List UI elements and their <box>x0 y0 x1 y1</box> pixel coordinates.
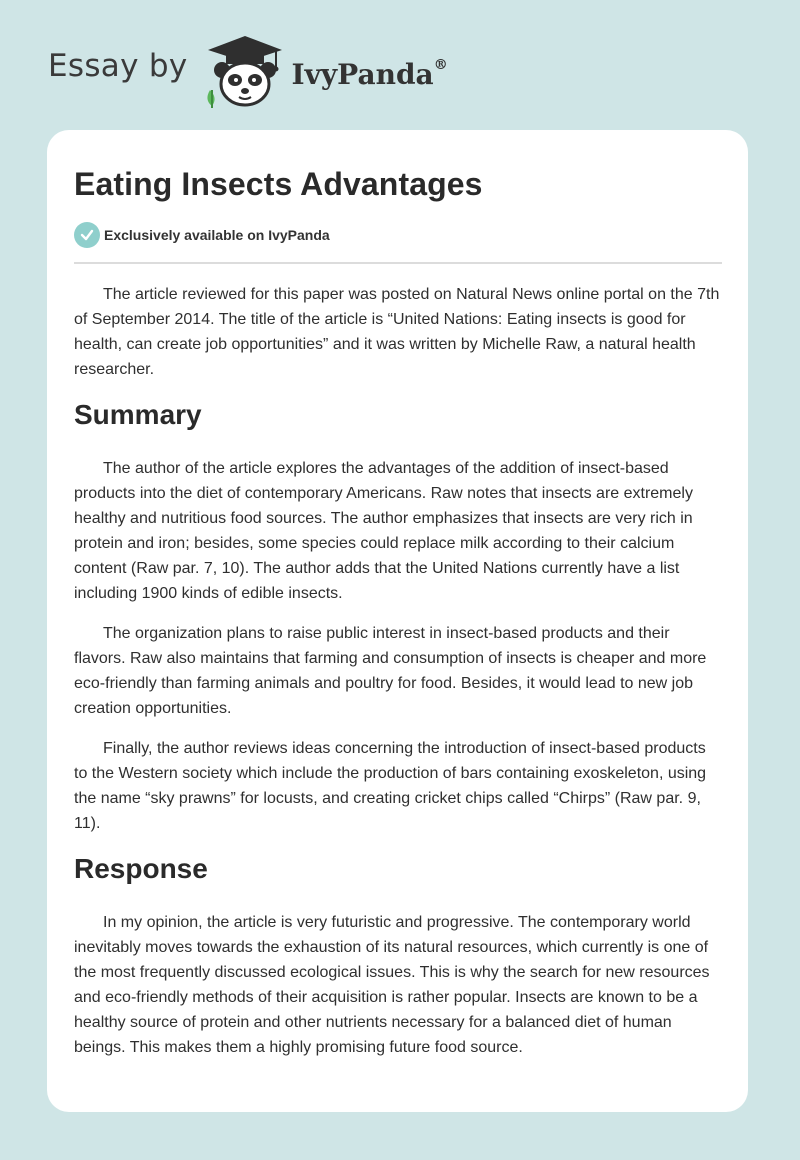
response-paragraph-1: In my opinion, the article is very futuristic and progressive. The contemporary world inevitably moves towards the exhaustion of its natural resources, which currently is one of the most frequently discussed ecological issues. This is why the search for new resources and eco-friendly methods of their acquisition is rather popular. Insects are known to be a healthy source of protein and other nutrients necessary for a balanced diet of human beings. This makes them a highly promising future food source. <box>74 914 710 1056</box>
brand-name: IvyPanda® <box>291 57 448 91</box>
intro-paragraph: The article reviewed for this paper was posted on Natural News online portal on the 7th of September 2014. The title of the article is “United Nations: Eating insects is good for health, can create job opportunities” and it was written by Michelle Raw, a natural health researcher. <box>74 286 720 378</box>
essay-card <box>47 130 748 1112</box>
exclusive-badge-text: Exclusively available on IvyPanda <box>104 227 330 243</box>
brand-header <box>48 34 448 110</box>
summary-paragraph-3: Finally, the author reviews ideas concerning the introduction of insect-based products to the Western society which include the production of bars containing exoskeleton, using the name “sky prawns” for locusts, and creating cricket chips called “Chirps” (Raw par. 9, 11). <box>74 740 707 832</box>
section-heading-summary: Summary <box>74 399 202 430</box>
summary-paragraph-1: The author of the article explores the advantages of the addition of insect-based products into the diet of contemporary Americans. Raw notes that insects are extremely healthy and nutritious food sources. The author emphasizes that insects are very rich in protein and iron; besides, some species could replace milk according to their calcium content (Raw par. 7, 10). The author adds that the United Nations currently have a list including 1900 kinds of edible insects. <box>74 460 693 602</box>
brand-prefix: Essay by <box>48 48 188 84</box>
page-title: Eating Insects Advantages <box>74 166 483 202</box>
summary-paragraph-2: The organization plans to raise public interest in insect-based products and their flavors. Raw also maintains that farming and consumption of insects is cheaper and more eco-friendly than farming animals and poultry for food. Besides, it would lead to new job creation opportunities. <box>74 625 707 717</box>
exclusive-badge <box>74 222 722 248</box>
registered-mark: ® <box>433 57 448 74</box>
check-icon <box>74 222 100 248</box>
divider <box>74 262 722 264</box>
panda-logo-icon <box>202 34 288 110</box>
section-heading-response: Response <box>74 853 208 884</box>
